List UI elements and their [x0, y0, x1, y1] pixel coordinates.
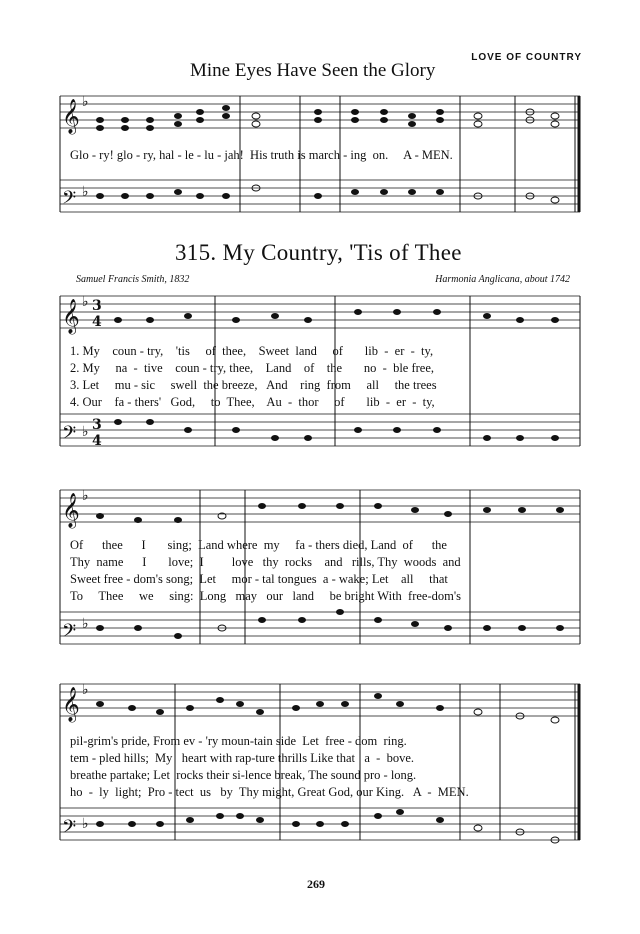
words-credit: Samuel Francis Smith, 1832	[76, 274, 190, 285]
lyric-line: To Thee we sing: Long may our land be bright With free-dom's	[70, 589, 461, 603]
lyric-line: tem - pled hills; My heart with rap-ture thrills Like that a - bove.	[70, 751, 415, 765]
time-signature-icon: 3	[92, 417, 102, 433]
treble-clef-icon: 𝄞	[62, 99, 80, 134]
flat-icon: ♭	[82, 488, 89, 504]
hymn-title-main: 315. My Country, 'Tis of Thee	[175, 240, 462, 265]
lyric-line: 4. Our fa - thers' God, to Thee, Au - thor of lib - er - ty,	[70, 395, 435, 409]
staff-lines	[60, 96, 580, 840]
lyric-line: ho - ly light; Pro - tect us by Thy might, Great God, our King. A - MEN.	[70, 785, 469, 799]
flat-icon: ♭	[82, 616, 89, 632]
barlines	[60, 96, 580, 840]
flat-icon: ♭	[82, 424, 89, 440]
time-signature-icon: 4	[92, 433, 102, 449]
refrain-lyric-line: Glo - ry! glo - ry, hal - le - lu - jah! His truth is march - ing on. A - MEN.	[70, 148, 453, 162]
bass-clef-icon: 𝄢	[62, 423, 77, 448]
lyric-line: 1. My coun - try, 'tis of thee, Sweet land of lib - er - ty,	[70, 344, 434, 358]
treble-clef-icon: 𝄞	[62, 299, 80, 334]
bass-clef-icon: 𝄢	[62, 621, 77, 646]
lyric-line: Thy name I love; I love thy rocks and rills, Thy woods and	[70, 555, 461, 569]
time-signature-icon: 4	[92, 314, 102, 330]
flat-icon: ♭	[82, 682, 89, 698]
flat-icon: ♭	[82, 184, 89, 200]
music-credit: Harmonia Anglicana, about 1742	[435, 274, 570, 285]
flat-icon: ♭	[82, 294, 89, 310]
treble-clef-icon: 𝄞	[62, 493, 80, 528]
lyric-line: 2. My na - tive coun - try, thee, Land of the no - ble free,	[70, 361, 435, 375]
section-label: LOVE OF COUNTRY	[471, 52, 582, 63]
noteheads	[96, 105, 564, 843]
lyric-line: breathe partake; Let rocks their si-lence break, The sound pro - long.	[70, 768, 417, 782]
flat-icon: ♭	[82, 816, 89, 832]
time-signature-icon: 3	[92, 298, 102, 314]
clefs	[62, 94, 102, 842]
bass-clef-icon: 𝄢	[62, 188, 77, 213]
hymn-title-top: Mine Eyes Have Seen the Glory	[190, 60, 436, 81]
treble-clef-icon: 𝄞	[62, 687, 80, 722]
lyric-line: Of thee I sing; Land where my fa - thers died, Land of the	[70, 538, 447, 552]
lyric-line: 3. Let mu - sic swell the breeze, And ring from all the trees	[70, 378, 437, 392]
lyric-line: pil-grim's pride, From ev - 'ry moun-tain side Let free - dom ring.	[70, 734, 407, 748]
flat-icon: ♭	[82, 94, 89, 110]
bass-clef-icon: 𝄢	[62, 817, 77, 842]
lyric-line: Sweet free - dom's song; Let mor - tal tongues a - wake; Let all that	[70, 572, 448, 586]
page-number: 269	[307, 877, 325, 891]
